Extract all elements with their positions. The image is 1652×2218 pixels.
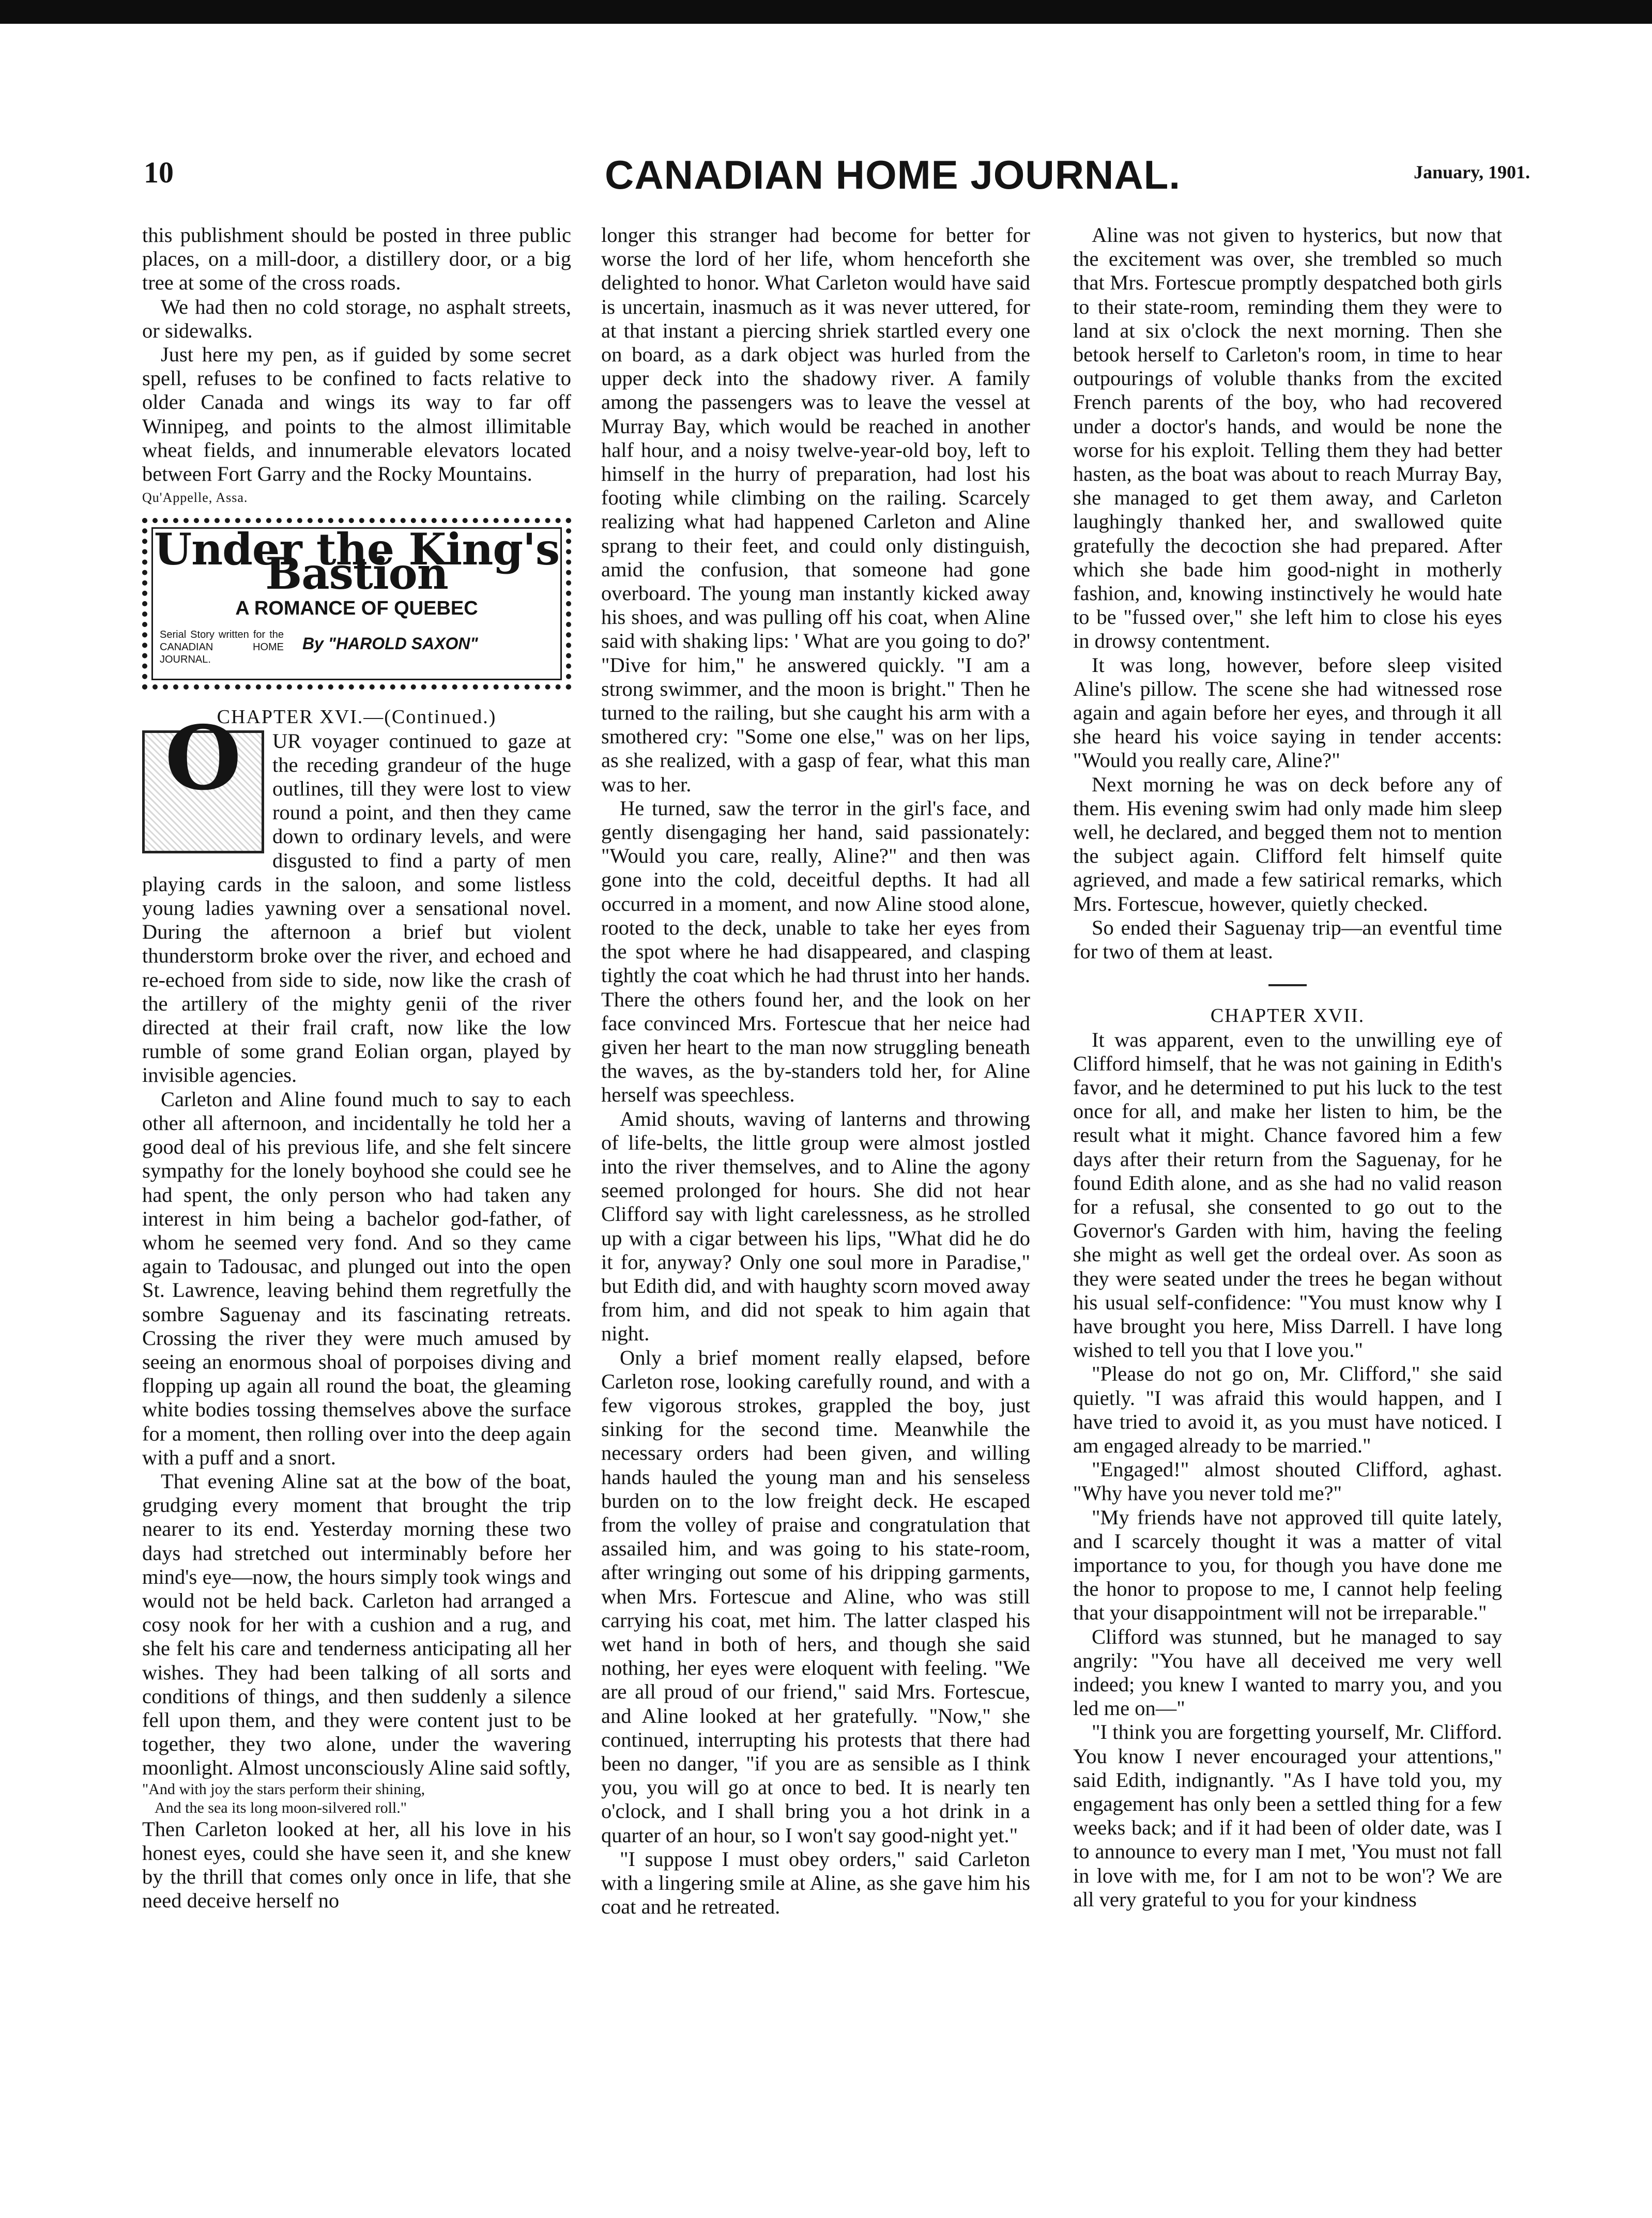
paragraph: Just here my pen, as if guided by some secret spell, refuses to be confined to facts relative to older Canada and wings its way to far off Winnipeg, and points to the almost illimitable wheat fields, and innumerable elevators located between Fort Garry and the Rocky Mountains.	[142, 343, 571, 486]
story-subtitle: A ROMANCE OF QUEBEC	[235, 598, 478, 620]
ornamental-drop-cap	[142, 706, 264, 853]
paragraph: He turned, saw the terror in the girl's face, and gently disengaging her hand, said passionately: "Would you care, really, Aline?" and then was gone into the cold, deceitful depths. It had all occurred in a moment, and now Aline stood alone, rooted to the deck, unable to take her eyes from the spot where he had disappeared, and clasping tightly the coat which he had thrust into her hands. There the others found her, and the look on her face convinced Mrs. Fortescue that her neice had given her heart to the man now struggling beneath the waves, as the by-standers told her, for Aline herself was speechless.	[601, 796, 1030, 1107]
story-author: By "HAROLD SAXON"	[302, 634, 478, 653]
author-signature: Qu'Appelle, Assa.	[142, 490, 248, 506]
paragraph: "I suppose I must obey orders," said Carleton with a lingering smile at Aline, as she gave him his coat and he retreated.	[601, 1847, 1030, 1919]
paragraph: "Engaged!" almost shouted Clifford, aghast. "Why have you never told me?"	[1073, 1458, 1502, 1505]
paragraph: Carleton and Aline found much to say to each other all afternoon, and incidentally he told her a good deal of his previous life, and she felt sincere sympathy for the lonely boyhood she could see he had spent, the only person who had taken any interest in him being a bachelor god-father, of whom he seemed very fond. And so they came again to Tadousac, and plunged out into the open St. Lawrence, leaving behind them regretfully the sombre Saguenay and its fascinating retreats. Crossing the river they were much amused by seeing an enormous shoal of porpoises diving and flopping up again all round the boat, the gleaming white bodies tossing themselves above the surface for a moment, then rolling over into the deep again with a puff and a snort.	[142, 1087, 571, 1469]
paragraph: "My friends have not approved till quite lately, and I scarcely thought it was a matter of vital importance to you, for though you have done me the honor to propose to me, I cannot help feeling that your disappointment will not be irreparable."	[1073, 1505, 1502, 1625]
column-2	[601, 223, 1030, 1919]
paragraph: Next morning he was on deck before any of them. His evening swim had only made him sleep well, he declared, and begged them not to mention the subject again. Clifford felt himself quite agrieved, and made a few satirical remarks, which Mrs. Fortescue, however, quietly checked.	[1073, 772, 1502, 915]
column-3	[1073, 223, 1502, 1911]
issue-date: January, 1901.	[1414, 162, 1531, 182]
verse-line: "And with joy the stars perform their shining,	[142, 1780, 425, 1798]
verse-line: And the sea its long moon-silvered roll."	[155, 1799, 407, 1816]
paragraph: So ended their Saguenay trip—an eventful time for two of them at least.	[1073, 915, 1502, 963]
serial-note: Serial Story written for the CANADIAN HOME JOURNAL.	[160, 629, 284, 666]
paragraph: That evening Aline sat at the bow of the boat, grudging every moment that brought the trip nearer to its end. Yesterday morning these two days had stretched out interminably before her mind's eye—now, the hours simply took wings and would not be held back. Carleton had arranged a cosy nook for her with a cushion and a rug, and she felt his care and tenderness anticipating all her wishes. They had been talking of all sorts and conditions of things, and then suddenly a silence fell upon them, and they were content just to be together, they two alone, under the wavering moonlight. Almost unconsciously Aline said softly,	[142, 1469, 571, 1780]
chapter-heading: CHAPTER XVII.	[1210, 1005, 1365, 1027]
paragraph: UR voyager continued to gaze at the receding grandeur of the huge outlines, till they were lost to view round a point, and then they came down to ordinary levels, and were disgusted to find a party of men playing cards in the saloon, and some listless young ladies yawning over a sensational novel. During the afternoon a brief but violent thunderstorm broke over the river, and echoed and re-echoed from side to side, now like the crash of the artillery of the mighty genii of the river directed at their frail craft, now like the low rumble of some grand Eolian organ, played by invisible agencies.	[142, 729, 571, 1087]
chapter-divider	[1268, 984, 1307, 986]
story-title-banner	[142, 518, 571, 690]
page-top-edge	[0, 0, 1652, 24]
verse-quote	[142, 1780, 571, 1817]
paragraph: "I think you are forgetting yourself, Mr. Clifford. You know I never encouraged your attentions," said Edith, indignantly. "As I have told you, my engagement has only been a settled thing for a few weeks back; and if it had been of older date, was I to announce to every man I met, 'You must not fall in love with me, for I am not to be won'? We are all very grateful to you for your kindness	[1073, 1720, 1502, 1911]
chapter-heading: CHAPTER XVI.—(Continued.)	[217, 706, 497, 728]
story-title: Under the King's Bastion	[154, 524, 560, 599]
drop-cap-letter: O	[164, 706, 242, 810]
paragraph: Then Carleton looked at her, all his love in his honest eyes, could she have seen it, and she knew by the thrill that comes only once in life, that she need deceive herself no	[142, 1817, 571, 1913]
paragraph: Amid shouts, waving of lanterns and throwing of life-belts, the little group were almost jostled into the river themselves, and to Aline the agony seemed prolonged for hours. She did not hear Clifford say with light carelessness, as he strolled up with a cigar between his lips, "What did he do it for, anyway? Only one soul more in Paradise," but Edith did, and with haughty scorn moved away from him, and did not speak to him again that night.	[601, 1107, 1030, 1345]
paragraph: this publishment should be posted in three public places, on a mill-door, a distillery door, or a big tree at some of the cross roads.	[142, 223, 571, 295]
page-number: 10	[144, 156, 174, 189]
journal-title: CANADIAN HOME JOURNAL.	[605, 152, 1181, 197]
paragraph: longer this stranger had become for better for worse the lord of her life, whom henceforth she delighted to honor. What Carleton would have said is uncertain, inasmuch as it was never uttered, for at that instant a piercing shriek startled every one on board, as a dark object was hurled from the upper deck into the shadowy river. A family among the passengers was to leave the vessel at Murray Bay, which would be reached in another half hour, and a noisy twelve-year-old boy, left to himself in the hurry of preparation, had lost his footing while climbing on the railing. Scarcely realizing what had happened Carleton and Aline sprang to their feet, and could only distinguish, amid the confusion, that someone had gone overboard. The young man instantly kicked away his shoes, and was pulling off his coat, when Aline said with shaking lips: ' What are you going to do?' "Dive for him," he answered quickly. "I am a strong swimmer, and the moon is bright." Then he turned to the railing, but she caught his arm with a smothered cry: "Some one else," was on her lips, as she realized, with a gasp of fear, what this man was to her.	[601, 223, 1030, 796]
paragraph: It was apparent, even to the unwilling eye of Clifford himself, that he was not gaining in Edith's favor, and he determined to put his luck to the test once for all, and make her listen to him, be the result what it might. Chance favored him a few days after their return from the Saguenay, for he found Edith alone, and as she had no valid reason for a refusal, she consented to go out to the Governor's Garden with him, having the feeling she might as well get the ordeal over. As soon as they were seated under the trees he began without his usual self-confidence: "You must know why I have brought you here, Miss Darrell. I have long wished to tell you that I love you."	[1073, 1028, 1502, 1362]
paragraph: Clifford was stunned, but he managed to say angrily: "You have all deceived me very well indeed; you knew I wanted to marry you, and you led me on—"	[1073, 1625, 1502, 1720]
paragraph: Only a brief moment really elapsed, before Carleton rose, looking carefully round, and with a few vigorous strokes, grappled the boy, just sinking for the second time. Meanwhile the necessary orders had been given, and willing hands hauled the young man and his senseless burden on to the low freight deck. He escaped from the volley of praise and congratulation that assailed him, and was going to his state-room, after wringing out some of his dripping garments, when Mrs. Fortescue and Aline, who was still carrying his coat, met him. The latter clasped his wet hand in both of hers, and though she said nothing, her eyes were eloquent with feeling. "We are all proud of our friend," said Mrs. Fortescue, and Aline looked at her gratefully. "Now," she continued, interrupting his protests that there had been no danger, "if you are as sensible as I think you, you will go at once to bed. It is nearly ten o'clock, and I shall bring you a hot drink in a quarter of an hour, so I won't say good-night yet."	[601, 1345, 1030, 1847]
column-1	[142, 223, 571, 1913]
paragraph: "Please do not go on, Mr. Clifford," she said quietly. "I was afraid this would happen, and I have tried to avoid it, as you must have noticed. I am engaged already to be married."	[1073, 1362, 1502, 1457]
paragraph: Aline was not given to hysterics, but now that the excitement was over, she trembled so much that Mrs. Fortescue promptly despatched both girls to their state-room, reminding them they were to land at six o'clock the next morning. Then she betook herself to Carleton's room, in time to hear outpourings of voluble thanks from the excited French parents of the boy, who had recovered under a doctor's hands, and would be none the worse for his exploit. Telling them they had better hasten, as the boat was about to reach Murray Bay, she managed to get them away, and Carleton laughingly thanked her, and swallowed quite gratefully the decoction she had prepared. After which she bade him good-night in motherly fashion, and, knowing instinctively he would hate to be "fussed over," she left him to close his eyes in drowsy contentment.	[1073, 223, 1502, 653]
paragraph: It was long, however, before sleep visited Aline's pillow. The scene she had witnessed rose again and again before her eyes, and through it all she heard his voice saying in tender accents: "Would you really care, Aline?"	[1073, 653, 1502, 772]
paragraph: We had then no cold storage, no asphalt streets, or sidewalks.	[142, 295, 571, 342]
